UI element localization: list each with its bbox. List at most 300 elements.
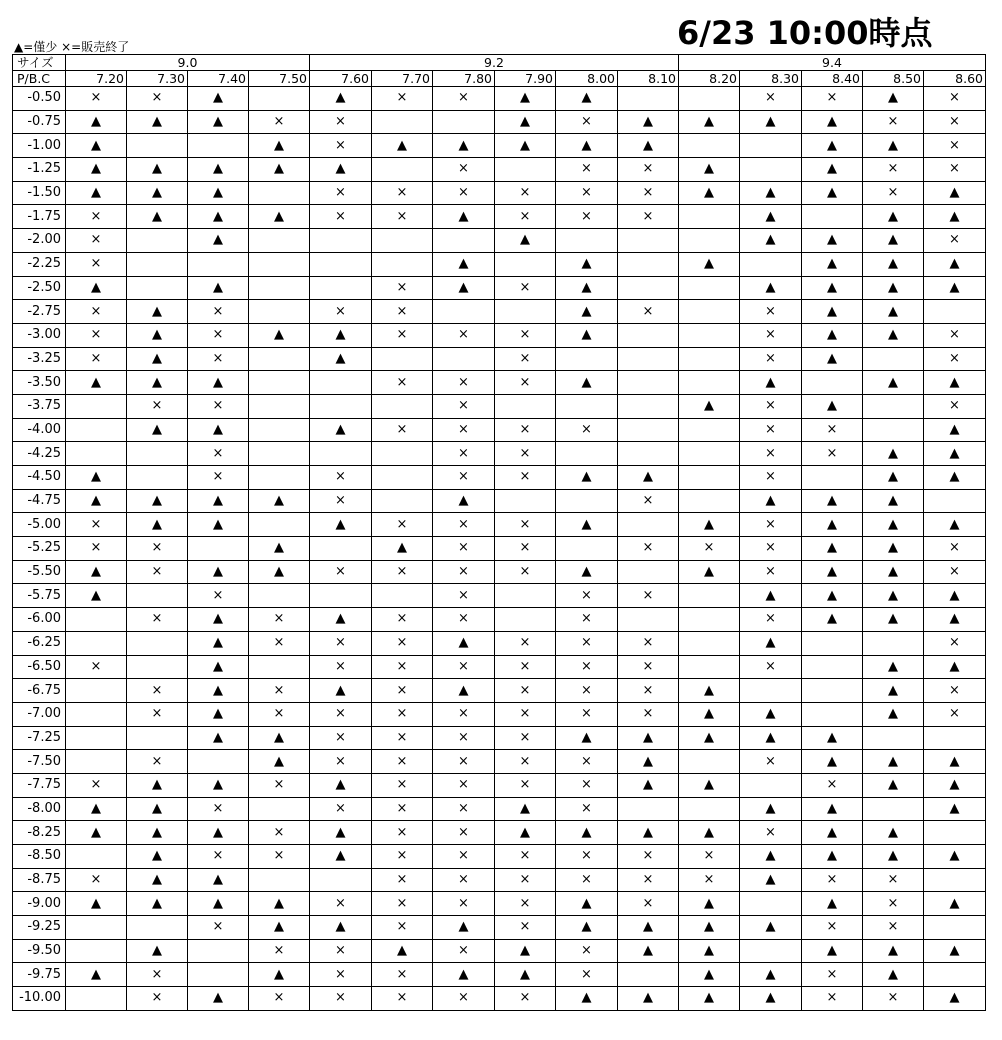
power-label: -2.00 bbox=[13, 229, 66, 253]
sold-out-mark: × bbox=[249, 608, 310, 632]
column-header: 8.40 bbox=[802, 71, 863, 87]
sold-out-mark: × bbox=[618, 631, 679, 655]
stock-cell bbox=[249, 394, 310, 418]
low-stock-mark: ▲ bbox=[802, 726, 863, 750]
sold-out-mark: × bbox=[495, 323, 556, 347]
stock-cell bbox=[802, 702, 863, 726]
stock-cell bbox=[249, 300, 310, 324]
low-stock-mark: ▲ bbox=[433, 276, 495, 300]
low-stock-mark: ▲ bbox=[740, 489, 802, 513]
sold-out-mark: × bbox=[618, 537, 679, 561]
stock-cell bbox=[495, 252, 556, 276]
stock-cell bbox=[249, 252, 310, 276]
sold-out-mark: × bbox=[556, 418, 618, 442]
low-stock-mark: ▲ bbox=[556, 513, 618, 537]
table-row bbox=[13, 821, 986, 845]
low-stock-mark: ▲ bbox=[740, 205, 802, 229]
stock-cell bbox=[127, 252, 188, 276]
sold-out-mark: × bbox=[372, 181, 433, 205]
sold-out-mark: × bbox=[433, 608, 495, 632]
sold-out-mark: × bbox=[310, 110, 372, 134]
low-stock-mark: ▲ bbox=[127, 110, 188, 134]
low-stock-mark: ▲ bbox=[127, 773, 188, 797]
stock-cell bbox=[802, 679, 863, 703]
low-stock-mark: ▲ bbox=[740, 584, 802, 608]
stock-cell bbox=[924, 726, 986, 750]
low-stock-mark: ▲ bbox=[556, 726, 618, 750]
sold-out-mark: × bbox=[740, 821, 802, 845]
stock-cell bbox=[372, 229, 433, 253]
sold-out-mark: × bbox=[188, 300, 249, 324]
low-stock-mark: ▲ bbox=[924, 205, 986, 229]
table-row bbox=[13, 987, 986, 1011]
sold-out-mark: × bbox=[556, 963, 618, 987]
low-stock-mark: ▲ bbox=[127, 347, 188, 371]
table-row bbox=[13, 252, 986, 276]
stock-cell bbox=[372, 158, 433, 182]
low-stock-mark: ▲ bbox=[802, 181, 863, 205]
low-stock-mark: ▲ bbox=[310, 418, 372, 442]
column-header: 7.40 bbox=[188, 71, 249, 87]
low-stock-mark: ▲ bbox=[802, 229, 863, 253]
column-header: 8.60 bbox=[924, 71, 986, 87]
table-row bbox=[13, 584, 986, 608]
stock-cell bbox=[679, 134, 740, 158]
low-stock-mark: ▲ bbox=[188, 276, 249, 300]
sold-out-mark: × bbox=[924, 134, 986, 158]
low-stock-mark: ▲ bbox=[863, 134, 924, 158]
table-row bbox=[13, 845, 986, 869]
stock-cell bbox=[740, 679, 802, 703]
sold-out-mark: × bbox=[188, 394, 249, 418]
low-stock-mark: ▲ bbox=[127, 158, 188, 182]
low-stock-mark: ▲ bbox=[618, 110, 679, 134]
low-stock-mark: ▲ bbox=[679, 394, 740, 418]
stock-cell bbox=[66, 987, 127, 1011]
power-label: -2.25 bbox=[13, 252, 66, 276]
low-stock-mark: ▲ bbox=[249, 323, 310, 347]
stock-cell bbox=[249, 868, 310, 892]
power-label: -4.25 bbox=[13, 442, 66, 466]
low-stock-mark: ▲ bbox=[188, 987, 249, 1011]
sold-out-mark: × bbox=[188, 797, 249, 821]
sold-out-mark: × bbox=[66, 87, 127, 111]
low-stock-mark: ▲ bbox=[495, 134, 556, 158]
table-row bbox=[13, 608, 986, 632]
stock-cell bbox=[618, 608, 679, 632]
low-stock-mark: ▲ bbox=[66, 134, 127, 158]
sold-out-mark: × bbox=[863, 892, 924, 916]
low-stock-mark: ▲ bbox=[863, 608, 924, 632]
low-stock-mark: ▲ bbox=[495, 87, 556, 111]
stock-cell bbox=[556, 229, 618, 253]
sold-out-mark: × bbox=[433, 868, 495, 892]
low-stock-mark: ▲ bbox=[740, 868, 802, 892]
sold-out-mark: × bbox=[433, 821, 495, 845]
power-label: -3.00 bbox=[13, 323, 66, 347]
sold-out-mark: × bbox=[66, 347, 127, 371]
low-stock-mark: ▲ bbox=[924, 181, 986, 205]
stock-cell bbox=[679, 276, 740, 300]
power-label: -7.50 bbox=[13, 750, 66, 774]
sold-out-mark: × bbox=[433, 87, 495, 111]
sold-out-mark: × bbox=[495, 702, 556, 726]
stock-cell bbox=[310, 394, 372, 418]
stock-cell bbox=[66, 394, 127, 418]
low-stock-mark: ▲ bbox=[924, 371, 986, 395]
low-stock-mark: ▲ bbox=[740, 229, 802, 253]
stock-cell bbox=[249, 371, 310, 395]
sold-out-mark: × bbox=[433, 537, 495, 561]
low-stock-mark: ▲ bbox=[802, 797, 863, 821]
sold-out-mark: × bbox=[556, 750, 618, 774]
low-stock-mark: ▲ bbox=[924, 276, 986, 300]
low-stock-mark: ▲ bbox=[433, 631, 495, 655]
low-stock-mark: ▲ bbox=[863, 845, 924, 869]
sold-out-mark: × bbox=[740, 537, 802, 561]
low-stock-mark: ▲ bbox=[679, 513, 740, 537]
sold-out-mark: × bbox=[618, 655, 679, 679]
column-header: 7.30 bbox=[127, 71, 188, 87]
sold-out-mark: × bbox=[495, 892, 556, 916]
sold-out-mark: × bbox=[556, 679, 618, 703]
low-stock-mark: ▲ bbox=[310, 158, 372, 182]
stock-cell bbox=[924, 868, 986, 892]
low-stock-mark: ▲ bbox=[802, 323, 863, 347]
low-stock-mark: ▲ bbox=[127, 821, 188, 845]
stock-cell bbox=[802, 205, 863, 229]
stock-cell bbox=[127, 584, 188, 608]
stock-cell bbox=[863, 347, 924, 371]
stock-cell bbox=[495, 608, 556, 632]
low-stock-mark: ▲ bbox=[188, 821, 249, 845]
low-stock-mark: ▲ bbox=[863, 679, 924, 703]
stock-cell bbox=[433, 110, 495, 134]
stock-cell bbox=[863, 797, 924, 821]
sold-out-mark: × bbox=[740, 323, 802, 347]
low-stock-mark: ▲ bbox=[802, 489, 863, 513]
low-stock-mark: ▲ bbox=[127, 418, 188, 442]
low-stock-mark: ▲ bbox=[495, 229, 556, 253]
stock-cell bbox=[372, 347, 433, 371]
power-label: -5.25 bbox=[13, 537, 66, 561]
low-stock-mark: ▲ bbox=[372, 537, 433, 561]
low-stock-mark: ▲ bbox=[863, 655, 924, 679]
table-row bbox=[13, 726, 986, 750]
stock-cell bbox=[188, 252, 249, 276]
sold-out-mark: × bbox=[740, 655, 802, 679]
sold-out-mark: × bbox=[495, 655, 556, 679]
low-stock-mark: ▲ bbox=[66, 821, 127, 845]
low-stock-mark: ▲ bbox=[495, 110, 556, 134]
low-stock-mark: ▲ bbox=[863, 750, 924, 774]
low-stock-mark: ▲ bbox=[679, 939, 740, 963]
stock-cell bbox=[249, 347, 310, 371]
low-stock-mark: ▲ bbox=[863, 466, 924, 490]
low-stock-mark: ▲ bbox=[556, 371, 618, 395]
sold-out-mark: × bbox=[740, 300, 802, 324]
sold-out-mark: × bbox=[740, 750, 802, 774]
power-label: -5.75 bbox=[13, 584, 66, 608]
stock-cell bbox=[924, 300, 986, 324]
stock-cell bbox=[679, 466, 740, 490]
sold-out-mark: × bbox=[863, 181, 924, 205]
sold-out-mark: × bbox=[249, 679, 310, 703]
stock-cell bbox=[802, 466, 863, 490]
table-row bbox=[13, 229, 986, 253]
power-label: -1.00 bbox=[13, 134, 66, 158]
sold-out-mark: × bbox=[924, 631, 986, 655]
sold-out-mark: × bbox=[310, 702, 372, 726]
stock-cell bbox=[618, 323, 679, 347]
sold-out-mark: × bbox=[249, 631, 310, 655]
low-stock-mark: ▲ bbox=[127, 845, 188, 869]
stock-cell bbox=[802, 655, 863, 679]
sold-out-mark: × bbox=[556, 158, 618, 182]
power-label: -6.50 bbox=[13, 655, 66, 679]
low-stock-mark: ▲ bbox=[556, 987, 618, 1011]
low-stock-mark: ▲ bbox=[863, 229, 924, 253]
sold-out-mark: × bbox=[310, 726, 372, 750]
sold-out-mark: × bbox=[924, 347, 986, 371]
sold-out-mark: × bbox=[740, 513, 802, 537]
stock-cell bbox=[924, 821, 986, 845]
low-stock-mark: ▲ bbox=[802, 939, 863, 963]
stock-cell bbox=[66, 679, 127, 703]
stock-cell bbox=[740, 158, 802, 182]
low-stock-mark: ▲ bbox=[679, 987, 740, 1011]
low-stock-mark: ▲ bbox=[863, 489, 924, 513]
power-label: -5.00 bbox=[13, 513, 66, 537]
sold-out-mark: × bbox=[372, 702, 433, 726]
sold-out-mark: × bbox=[372, 916, 433, 940]
low-stock-mark: ▲ bbox=[66, 489, 127, 513]
sold-out-mark: × bbox=[127, 750, 188, 774]
low-stock-mark: ▲ bbox=[433, 679, 495, 703]
stock-cell bbox=[66, 939, 127, 963]
power-label: -8.50 bbox=[13, 845, 66, 869]
column-header: 8.00 bbox=[556, 71, 618, 87]
low-stock-mark: ▲ bbox=[679, 892, 740, 916]
low-stock-mark: ▲ bbox=[863, 963, 924, 987]
low-stock-mark: ▲ bbox=[127, 513, 188, 537]
stock-cell bbox=[66, 442, 127, 466]
low-stock-mark: ▲ bbox=[127, 205, 188, 229]
sold-out-mark: × bbox=[495, 726, 556, 750]
low-stock-mark: ▲ bbox=[679, 181, 740, 205]
stock-cell bbox=[679, 489, 740, 513]
stock-cell bbox=[924, 489, 986, 513]
sold-out-mark: × bbox=[556, 655, 618, 679]
stock-cell bbox=[495, 394, 556, 418]
table-row bbox=[13, 750, 986, 774]
sold-out-mark: × bbox=[433, 584, 495, 608]
stock-cell bbox=[556, 394, 618, 418]
power-label: -8.75 bbox=[13, 868, 66, 892]
table-row bbox=[13, 513, 986, 537]
sold-out-mark: × bbox=[372, 513, 433, 537]
low-stock-mark: ▲ bbox=[863, 773, 924, 797]
table-row bbox=[13, 537, 986, 561]
low-stock-mark: ▲ bbox=[924, 845, 986, 869]
sold-out-mark: × bbox=[372, 679, 433, 703]
low-stock-mark: ▲ bbox=[249, 750, 310, 774]
sold-out-mark: × bbox=[495, 442, 556, 466]
power-label: -1.50 bbox=[13, 181, 66, 205]
sold-out-mark: × bbox=[310, 892, 372, 916]
sold-out-mark: × bbox=[372, 750, 433, 774]
sold-out-mark: × bbox=[556, 631, 618, 655]
stock-cell bbox=[249, 442, 310, 466]
low-stock-mark: ▲ bbox=[66, 797, 127, 821]
low-stock-mark: ▲ bbox=[802, 252, 863, 276]
low-stock-mark: ▲ bbox=[679, 252, 740, 276]
sold-out-mark: × bbox=[433, 773, 495, 797]
low-stock-mark: ▲ bbox=[66, 158, 127, 182]
low-stock-mark: ▲ bbox=[249, 963, 310, 987]
sold-out-mark: × bbox=[433, 892, 495, 916]
low-stock-mark: ▲ bbox=[863, 205, 924, 229]
sold-out-mark: × bbox=[924, 679, 986, 703]
low-stock-mark: ▲ bbox=[556, 821, 618, 845]
sold-out-mark: × bbox=[495, 987, 556, 1011]
low-stock-mark: ▲ bbox=[740, 276, 802, 300]
low-stock-mark: ▲ bbox=[740, 371, 802, 395]
sold-out-mark: × bbox=[495, 466, 556, 490]
stock-cell bbox=[679, 87, 740, 111]
sold-out-mark: × bbox=[556, 773, 618, 797]
sold-out-mark: × bbox=[924, 158, 986, 182]
sold-out-mark: × bbox=[495, 845, 556, 869]
sold-out-mark: × bbox=[310, 987, 372, 1011]
low-stock-mark: ▲ bbox=[556, 300, 618, 324]
low-stock-mark: ▲ bbox=[249, 726, 310, 750]
pbc-label: P/B.C bbox=[13, 71, 66, 87]
sold-out-mark: × bbox=[66, 655, 127, 679]
sold-out-mark: × bbox=[310, 939, 372, 963]
power-label: -5.50 bbox=[13, 560, 66, 584]
low-stock-mark: ▲ bbox=[740, 726, 802, 750]
table-row bbox=[13, 394, 986, 418]
low-stock-mark: ▲ bbox=[618, 821, 679, 845]
sold-out-mark: × bbox=[127, 394, 188, 418]
sold-out-mark: × bbox=[127, 537, 188, 561]
stock-cell bbox=[495, 584, 556, 608]
low-stock-mark: ▲ bbox=[556, 276, 618, 300]
power-label: -7.25 bbox=[13, 726, 66, 750]
table-row bbox=[13, 323, 986, 347]
low-stock-mark: ▲ bbox=[310, 87, 372, 111]
stock-cell bbox=[740, 892, 802, 916]
power-label: -0.75 bbox=[13, 110, 66, 134]
low-stock-mark: ▲ bbox=[679, 560, 740, 584]
table-row bbox=[13, 181, 986, 205]
low-stock-mark: ▲ bbox=[66, 181, 127, 205]
sold-out-mark: × bbox=[433, 702, 495, 726]
low-stock-mark: ▲ bbox=[249, 158, 310, 182]
sold-out-mark: × bbox=[310, 489, 372, 513]
sold-out-mark: × bbox=[802, 963, 863, 987]
low-stock-mark: ▲ bbox=[740, 963, 802, 987]
low-stock-mark: ▲ bbox=[188, 87, 249, 111]
sold-out-mark: × bbox=[556, 702, 618, 726]
sold-out-mark: × bbox=[66, 537, 127, 561]
column-header: 7.70 bbox=[372, 71, 433, 87]
sold-out-mark: × bbox=[556, 110, 618, 134]
stock-cell bbox=[127, 134, 188, 158]
low-stock-mark: ▲ bbox=[679, 963, 740, 987]
sold-out-mark: × bbox=[127, 702, 188, 726]
power-label: -2.75 bbox=[13, 300, 66, 324]
stock-cell bbox=[679, 300, 740, 324]
low-stock-mark: ▲ bbox=[679, 158, 740, 182]
stock-cell bbox=[127, 229, 188, 253]
sold-out-mark: × bbox=[495, 205, 556, 229]
sold-out-mark: × bbox=[433, 466, 495, 490]
stock-cell bbox=[249, 584, 310, 608]
low-stock-mark: ▲ bbox=[495, 821, 556, 845]
low-stock-mark: ▲ bbox=[740, 916, 802, 940]
sold-out-mark: × bbox=[802, 418, 863, 442]
low-stock-mark: ▲ bbox=[618, 466, 679, 490]
sold-out-mark: × bbox=[310, 963, 372, 987]
sold-out-mark: × bbox=[433, 513, 495, 537]
low-stock-mark: ▲ bbox=[249, 537, 310, 561]
low-stock-mark: ▲ bbox=[802, 560, 863, 584]
column-header: 7.20 bbox=[66, 71, 127, 87]
sold-out-mark: × bbox=[556, 845, 618, 869]
stock-cell bbox=[679, 442, 740, 466]
low-stock-mark: ▲ bbox=[924, 466, 986, 490]
low-stock-mark: ▲ bbox=[188, 608, 249, 632]
low-stock-mark: ▲ bbox=[188, 513, 249, 537]
table-row bbox=[13, 963, 986, 987]
stock-cell bbox=[618, 797, 679, 821]
low-stock-mark: ▲ bbox=[433, 134, 495, 158]
low-stock-mark: ▲ bbox=[556, 87, 618, 111]
stock-cell bbox=[740, 134, 802, 158]
sold-out-mark: × bbox=[495, 371, 556, 395]
sold-out-mark: × bbox=[924, 702, 986, 726]
low-stock-mark: ▲ bbox=[188, 773, 249, 797]
sold-out-mark: × bbox=[618, 205, 679, 229]
power-label: -6.25 bbox=[13, 631, 66, 655]
low-stock-mark: ▲ bbox=[495, 963, 556, 987]
stock-cell bbox=[924, 916, 986, 940]
stock-cell bbox=[127, 631, 188, 655]
sold-out-mark: × bbox=[924, 110, 986, 134]
legend: ▲=僅少 ×=販売終了 bbox=[14, 40, 130, 54]
stock-cell bbox=[740, 939, 802, 963]
stock-cell bbox=[249, 229, 310, 253]
low-stock-mark: ▲ bbox=[924, 892, 986, 916]
sold-out-mark: × bbox=[310, 205, 372, 229]
low-stock-mark: ▲ bbox=[188, 229, 249, 253]
sold-out-mark: × bbox=[66, 868, 127, 892]
sold-out-mark: × bbox=[556, 608, 618, 632]
column-header: 8.10 bbox=[618, 71, 679, 87]
low-stock-mark: ▲ bbox=[924, 987, 986, 1011]
sold-out-mark: × bbox=[310, 181, 372, 205]
low-stock-mark: ▲ bbox=[556, 560, 618, 584]
power-label: -4.00 bbox=[13, 418, 66, 442]
sold-out-mark: × bbox=[618, 679, 679, 703]
power-label: -9.25 bbox=[13, 916, 66, 940]
table-row bbox=[13, 489, 986, 513]
size-label: サイズ bbox=[13, 55, 66, 71]
stock-cell bbox=[433, 229, 495, 253]
sold-out-mark: × bbox=[740, 560, 802, 584]
